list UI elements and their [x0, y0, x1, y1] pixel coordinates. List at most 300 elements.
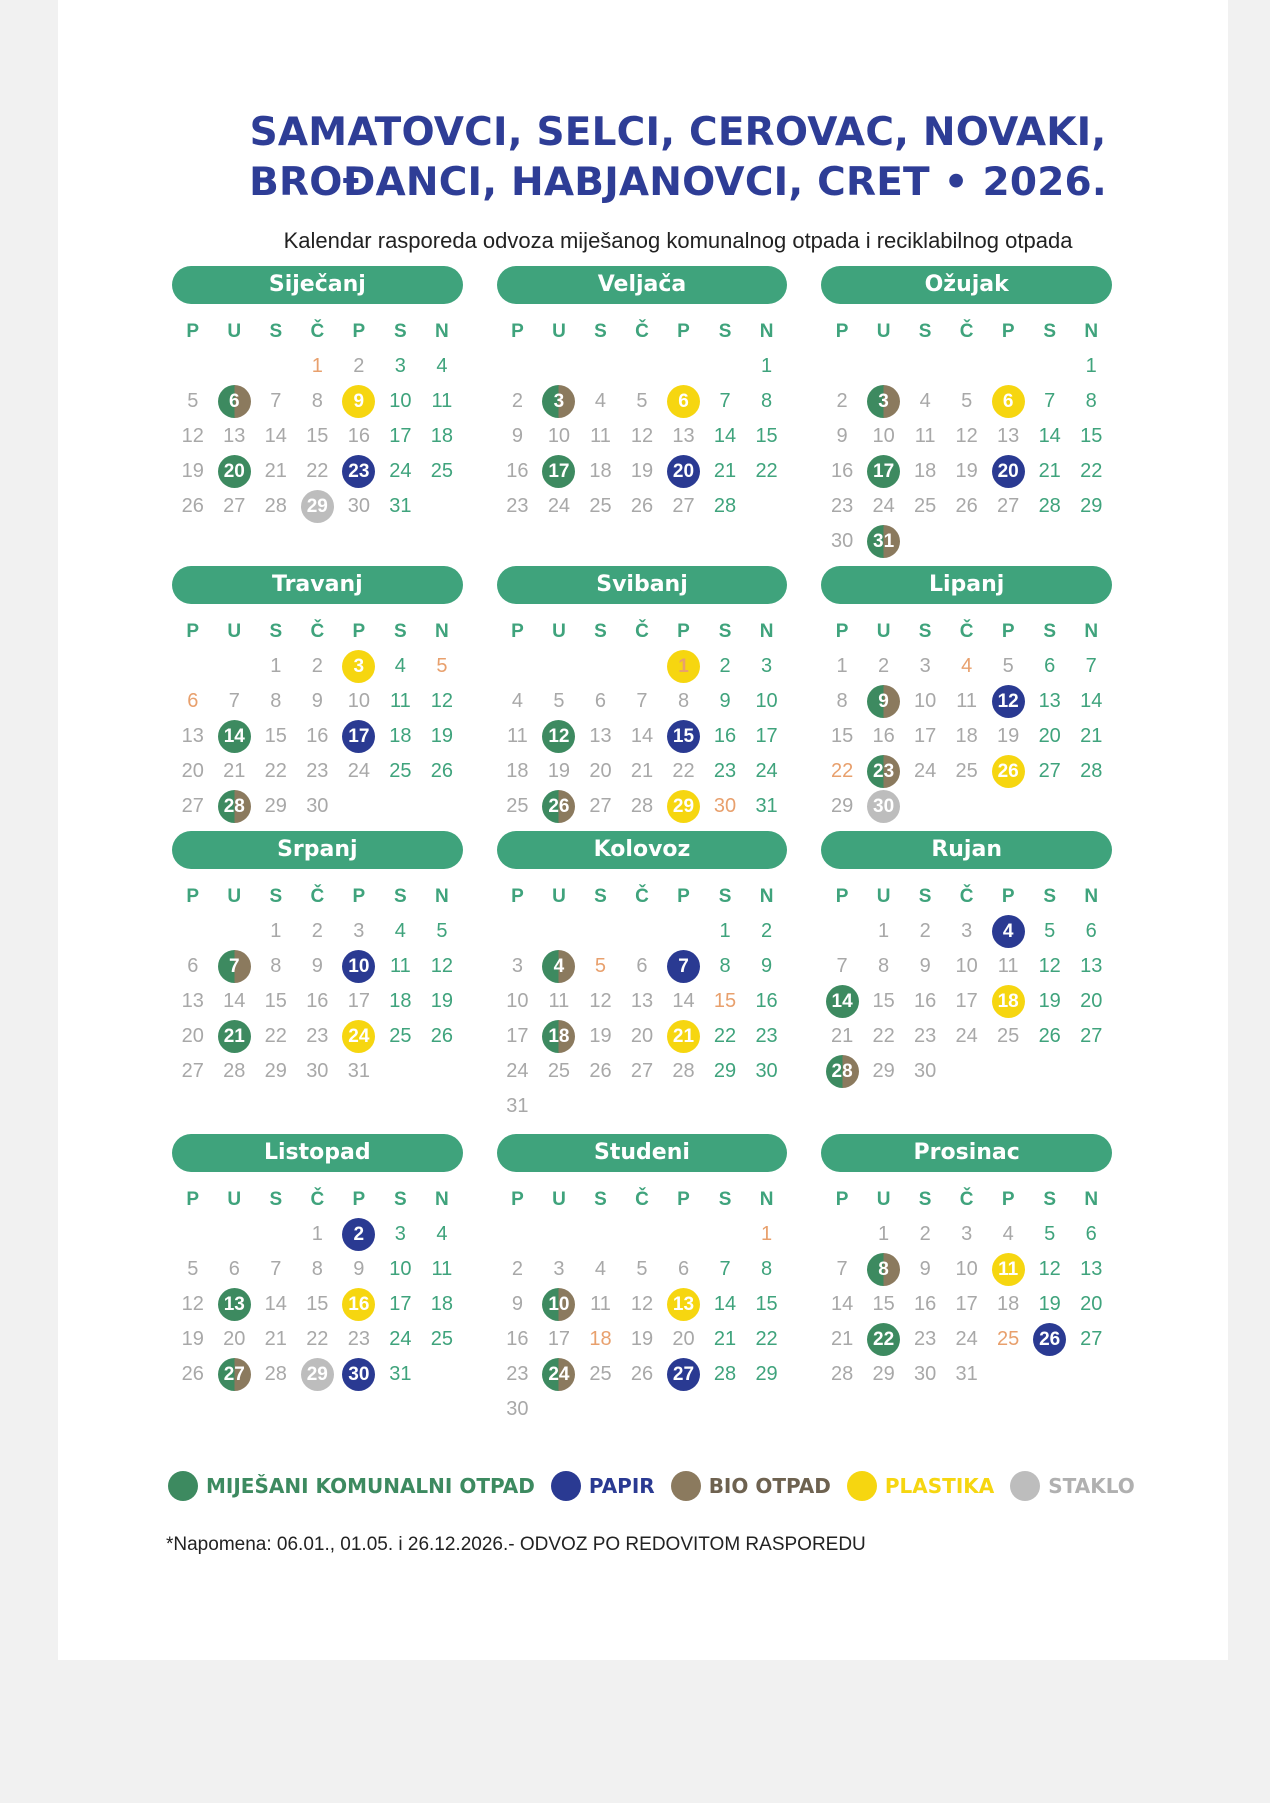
day-cell: 8	[1085, 390, 1097, 412]
empty-cell	[255, 1217, 297, 1252]
day-cell: 28	[264, 1363, 287, 1385]
legend-item	[671, 1471, 831, 1501]
weekday-header: N	[1084, 886, 1099, 907]
day-cell: 23	[306, 760, 329, 782]
day-cell: 22	[755, 460, 778, 482]
day-cell: 4	[511, 690, 523, 712]
weekday-header: P	[511, 1189, 524, 1210]
month-day-grid	[172, 1182, 463, 1392]
day-cell: 1	[1085, 355, 1097, 377]
legend-dot-icon	[671, 1471, 701, 1501]
empty-cell	[538, 349, 580, 384]
empty-cell	[214, 649, 256, 684]
pickup-marker: 18	[992, 985, 1025, 1018]
day-cell: 23	[755, 1025, 778, 1047]
weekday-header: P	[835, 321, 849, 342]
day-cell: 18	[389, 990, 412, 1012]
empty-cell	[863, 349, 905, 384]
day-cell: 15	[755, 425, 778, 447]
day-cell: 10	[347, 690, 370, 712]
day-cell	[214, 789, 256, 824]
day-cell: 22	[713, 1025, 737, 1047]
month-day-grid	[821, 614, 1112, 824]
weekday-header: P	[511, 621, 524, 642]
day-cell: 30	[347, 495, 370, 517]
day-cell: 5	[1002, 655, 1014, 677]
day-cell: 2	[511, 1258, 523, 1280]
pickup-marker: 20	[992, 455, 1025, 488]
empty-cell	[704, 1217, 746, 1252]
day-cell	[297, 1357, 339, 1392]
legend-label: BIO OTPAD	[708, 1474, 831, 1498]
weekday-header: P	[186, 1189, 200, 1210]
day-cell: 14	[264, 1293, 287, 1315]
pickup-marker: 14	[826, 985, 859, 1018]
empty-cell	[214, 914, 256, 949]
weekday-header: S	[594, 886, 607, 907]
day-cell: 14	[223, 990, 246, 1012]
day-cell	[338, 1217, 380, 1252]
day-cell	[987, 754, 1029, 789]
pickup-marker: 9	[867, 685, 900, 718]
weekday-header: P	[352, 1189, 366, 1210]
day-cell: 5	[636, 390, 648, 412]
weekday-header: U	[552, 1189, 566, 1210]
pickup-marker: 29	[667, 790, 700, 823]
day-cell: 14	[630, 725, 654, 747]
pickup-marker: 1	[667, 650, 700, 683]
day-cell: 14	[713, 1293, 737, 1315]
pickup-marker: 17	[542, 455, 575, 488]
weekday-header: S	[1043, 321, 1057, 342]
day-cell: 2	[353, 355, 365, 377]
day-cell: 19	[630, 460, 654, 482]
day-cell	[987, 914, 1029, 949]
day-cell: 19	[997, 725, 1020, 747]
empty-cell	[255, 349, 297, 384]
day-cell: 23	[347, 1328, 370, 1350]
weekday-header: U	[552, 621, 566, 642]
day-cell: 9	[311, 955, 323, 977]
day-cell: 9	[919, 955, 931, 977]
month-siječanj	[172, 262, 463, 562]
day-cell: 22	[755, 1328, 778, 1350]
day-cell	[338, 1287, 380, 1322]
day-cell: 4	[594, 1258, 607, 1280]
day-cell: 7	[836, 1258, 848, 1280]
weekday-header: S	[918, 886, 932, 907]
weekday-header: Č	[635, 621, 649, 642]
day-cell: 25	[389, 1025, 412, 1047]
day-cell: 8	[677, 690, 690, 712]
weekday-header: Č	[959, 1189, 974, 1210]
weekday-header: Č	[959, 886, 974, 907]
day-cell: 24	[389, 460, 412, 482]
weekday-header: Č	[310, 321, 325, 342]
day-cell: 14	[830, 1293, 854, 1315]
pickup-marker: 12	[992, 685, 1025, 718]
day-cell: 10	[955, 1258, 978, 1280]
day-cell: 29	[830, 795, 854, 817]
day-cell: 20	[1080, 990, 1103, 1012]
empty-cell	[497, 914, 539, 949]
pickup-marker: 6	[992, 385, 1025, 418]
day-cell: 26	[430, 1025, 453, 1047]
day-cell	[663, 949, 705, 984]
weekday-header: N	[759, 321, 774, 342]
day-cell: 22	[830, 760, 854, 782]
day-cell: 9	[836, 425, 848, 447]
day-cell: 12	[430, 690, 453, 712]
day-cell: 1	[270, 920, 282, 942]
day-cell: 2	[511, 390, 523, 412]
page-subtitle: Kalendar rasporeda odvoza miješanog komunalnog otpada i reciklabilnog otpada	[283, 228, 1073, 253]
day-cell	[663, 1019, 705, 1054]
empty-cell	[538, 1217, 580, 1252]
day-cell: 1	[719, 920, 731, 942]
day-cell: 11	[956, 690, 978, 712]
empty-cell	[214, 349, 256, 384]
day-cell: 15	[264, 725, 287, 747]
weekday-header: P	[677, 321, 690, 342]
weekday-header: S	[394, 886, 407, 907]
empty-cell	[172, 349, 214, 384]
weekday-header: P	[677, 1189, 690, 1210]
day-cell: 11	[431, 1258, 453, 1280]
day-cell: 13	[1038, 690, 1061, 712]
day-cell: 3	[919, 655, 931, 677]
day-cell: 30	[306, 795, 329, 817]
day-cell: 13	[1080, 1258, 1103, 1280]
day-cell: 7	[636, 690, 648, 712]
weekday-header: S	[394, 321, 407, 342]
day-cell: 27	[223, 495, 246, 517]
weekday-header: Č	[635, 1189, 649, 1210]
day-cell: 18	[506, 760, 529, 782]
empty-cell	[663, 1217, 705, 1252]
day-cell: 24	[955, 1328, 978, 1350]
day-cell: 3	[961, 1223, 973, 1245]
pickup-marker: 29	[301, 1358, 334, 1391]
weekday-header: P	[511, 886, 524, 907]
day-cell: 29	[872, 1060, 895, 1082]
day-cell: 25	[547, 1060, 571, 1082]
day-cell: 11	[548, 990, 570, 1012]
empty-cell	[214, 1217, 256, 1252]
day-cell: 14	[264, 425, 287, 447]
day-cell: 2	[919, 920, 931, 942]
day-cell	[663, 789, 705, 824]
day-cell	[987, 384, 1029, 419]
day-cell: 5	[961, 390, 973, 412]
day-cell: 19	[1038, 990, 1061, 1012]
title-line-1: SAMATOVCI, SELCI, CEROVAC, NOVAKI,	[249, 110, 1107, 155]
pickup-marker: 3	[342, 650, 375, 683]
month-name: Rujan	[821, 831, 1112, 869]
day-cell: 6	[187, 955, 199, 977]
day-cell: 2	[761, 920, 773, 942]
day-cell: 9	[919, 1258, 931, 1280]
day-cell: 5	[436, 655, 448, 677]
month-day-grid	[497, 879, 788, 1124]
day-cell: 10	[914, 690, 937, 712]
weekday-header: P	[1001, 1189, 1015, 1210]
day-cell: 29	[755, 1363, 778, 1385]
pickup-marker: 17	[867, 455, 900, 488]
day-cell: 13	[223, 425, 246, 447]
day-cell: 19	[955, 460, 978, 482]
pickup-marker: 16	[342, 1288, 375, 1321]
day-cell	[538, 1019, 580, 1054]
day-cell: 17	[955, 990, 978, 1012]
weekday-header: P	[1001, 321, 1015, 342]
day-cell: 11	[997, 955, 1019, 977]
weekday-header: S	[918, 621, 932, 642]
weekday-header: S	[718, 621, 732, 642]
day-cell	[663, 719, 705, 754]
day-cell: 12	[430, 955, 453, 977]
month-srpanj	[172, 827, 463, 1130]
month-name: Travanj	[172, 566, 463, 604]
pickup-marker: 4	[992, 915, 1025, 948]
weekday-header: N	[435, 621, 449, 642]
weekday-header: U	[227, 1189, 242, 1210]
weekday-header: N	[759, 886, 774, 907]
day-cell: 6	[1085, 920, 1097, 942]
day-cell: 12	[181, 425, 204, 447]
weekday-header: N	[1084, 621, 1099, 642]
day-cell: 17	[389, 425, 412, 447]
day-cell: 3	[353, 920, 365, 942]
day-cell: 15	[830, 725, 854, 747]
day-cell	[338, 1357, 380, 1392]
pickup-marker: 7	[667, 950, 700, 983]
day-cell: 11	[590, 1293, 611, 1315]
day-cell: 22	[264, 1025, 287, 1047]
day-cell: 7	[719, 1258, 731, 1280]
month-name: Prosinac	[821, 1134, 1112, 1172]
day-cell: 18	[430, 1293, 453, 1315]
day-cell: 24	[872, 495, 895, 517]
weekday-header: P	[186, 621, 200, 642]
weekday-header: Č	[310, 1189, 325, 1210]
day-cell: 12	[630, 1293, 654, 1315]
month-day-grid	[497, 614, 788, 824]
month-day-grid	[821, 1182, 1112, 1392]
legend-item	[1010, 1471, 1135, 1501]
day-cell: 3	[761, 655, 773, 677]
empty-cell	[663, 914, 705, 949]
pickup-marker: 4	[542, 950, 575, 983]
day-cell: 20	[672, 1328, 695, 1350]
day-cell: 8	[311, 1258, 323, 1280]
day-cell: 1	[761, 355, 773, 377]
day-cell	[987, 984, 1029, 1019]
day-cell: 29	[1080, 495, 1103, 517]
day-cell: 14	[1080, 690, 1103, 712]
day-cell: 8	[270, 690, 282, 712]
day-cell: 10	[872, 425, 895, 447]
empty-cell	[946, 349, 988, 384]
day-cell: 3	[961, 920, 973, 942]
day-cell: 31	[506, 1095, 529, 1117]
day-cell: 18	[589, 1328, 612, 1350]
weekday-header: P	[835, 1189, 849, 1210]
day-cell: 4	[1002, 1223, 1014, 1245]
day-cell	[987, 454, 1029, 489]
day-cell: 1	[878, 1223, 890, 1245]
day-cell: 20	[181, 1025, 204, 1047]
month-name: Srpanj	[172, 831, 463, 869]
month-day-grid	[821, 314, 1112, 559]
empty-cell	[904, 349, 946, 384]
day-cell: 9	[761, 955, 773, 977]
day-cell: 22	[1080, 460, 1103, 482]
day-cell: 25	[997, 1025, 1020, 1047]
weekday-header: S	[718, 886, 732, 907]
day-cell: 25	[914, 495, 937, 517]
day-cell	[863, 754, 905, 789]
empty-cell	[580, 349, 622, 384]
day-cell: 11	[507, 725, 528, 747]
pickup-marker: 18	[542, 1020, 575, 1053]
day-cell: 31	[755, 795, 778, 817]
day-cell	[663, 1287, 705, 1322]
month-day-grid	[172, 614, 463, 824]
weekday-header: S	[269, 886, 283, 907]
day-cell	[663, 1357, 705, 1392]
weekday-header: P	[677, 886, 690, 907]
day-cell: 20	[589, 760, 612, 782]
month-name: Studeni	[497, 1134, 788, 1172]
pickup-marker: 8	[867, 1253, 900, 1286]
day-cell: 26	[430, 760, 453, 782]
pickup-marker: 10	[542, 1288, 575, 1321]
day-cell: 13	[181, 725, 204, 747]
day-cell	[821, 984, 863, 1019]
day-cell: 2	[919, 1223, 931, 1245]
day-cell	[214, 384, 256, 419]
empty-cell	[497, 349, 539, 384]
day-cell: 28	[713, 1363, 737, 1385]
month-studeni	[497, 1130, 788, 1438]
pickup-marker: 28	[826, 1055, 859, 1088]
day-cell: 7	[1085, 655, 1097, 677]
day-cell: 29	[713, 1060, 737, 1082]
day-cell: 25	[955, 760, 978, 782]
day-cell	[538, 384, 580, 419]
day-cell: 13	[181, 990, 204, 1012]
day-cell: 18	[914, 460, 937, 482]
day-cell	[538, 949, 580, 984]
weekday-header: U	[876, 1189, 891, 1210]
day-cell: 5	[1044, 1223, 1056, 1245]
day-cell: 2	[311, 920, 323, 942]
day-cell: 10	[755, 690, 778, 712]
pickup-marker: 6	[218, 385, 251, 418]
weekday-header: P	[352, 886, 366, 907]
day-cell: 2	[878, 655, 890, 677]
day-cell: 25	[506, 795, 529, 817]
day-cell: 4	[394, 920, 406, 942]
empty-cell	[621, 349, 663, 384]
weekday-header: N	[1084, 321, 1099, 342]
month-day-grid	[172, 879, 463, 1089]
day-cell: 24	[347, 760, 370, 782]
day-cell	[338, 1019, 380, 1054]
day-cell: 20	[181, 760, 204, 782]
day-cell: 5	[1044, 920, 1056, 942]
day-cell: 1	[311, 1223, 323, 1245]
empty-cell	[621, 1217, 663, 1252]
day-cell: 8	[836, 690, 848, 712]
weekday-header: P	[835, 621, 849, 642]
day-cell: 15	[306, 425, 329, 447]
pickup-marker: 7	[218, 950, 251, 983]
day-cell: 27	[1038, 760, 1061, 782]
day-cell: 21	[264, 460, 287, 482]
day-cell: 23	[914, 1025, 937, 1047]
empty-cell	[821, 914, 863, 949]
day-cell: 30	[755, 1060, 778, 1082]
day-cell: 16	[306, 725, 329, 747]
day-cell: 3	[394, 1223, 406, 1245]
day-cell: 12	[181, 1293, 204, 1315]
day-cell: 8	[311, 390, 323, 412]
weekday-header: S	[594, 1189, 607, 1210]
month-kolovoz	[497, 827, 788, 1130]
weekday-header: P	[1001, 621, 1015, 642]
empty-cell	[1029, 349, 1071, 384]
weekday-header: U	[227, 321, 242, 342]
day-cell: 4	[394, 655, 406, 677]
pickup-marker: 3	[867, 385, 900, 418]
pickup-marker: 30	[342, 1358, 375, 1391]
weekday-header: Č	[310, 886, 325, 907]
day-cell: 26	[630, 1363, 654, 1385]
day-cell: 18	[955, 725, 978, 747]
day-cell: 10	[389, 390, 412, 412]
month-day-grid	[172, 314, 463, 524]
day-cell	[538, 1357, 580, 1392]
day-cell	[863, 384, 905, 419]
day-cell: 23	[506, 1363, 529, 1385]
day-cell: 31	[389, 1363, 412, 1385]
day-cell: 26	[181, 495, 204, 517]
day-cell: 2	[311, 655, 323, 677]
weekday-header: S	[594, 321, 607, 342]
month-name: Veljača	[497, 266, 788, 304]
legend-dot-icon	[847, 1471, 877, 1501]
day-cell: 21	[264, 1328, 287, 1350]
month-prosinac	[821, 1130, 1112, 1438]
weekday-header: U	[552, 321, 566, 342]
day-cell: 20	[1038, 725, 1061, 747]
month-day-grid	[821, 879, 1112, 1089]
day-cell: 25	[389, 760, 412, 782]
day-cell: 7	[270, 1258, 282, 1280]
pickup-marker: 2	[342, 1218, 375, 1251]
day-cell: 13	[630, 990, 654, 1012]
month-day-grid	[497, 1182, 788, 1427]
day-cell: 30	[306, 1060, 329, 1082]
day-cell: 11	[914, 425, 936, 447]
day-cell: 27	[181, 795, 204, 817]
weekday-header: U	[552, 886, 566, 907]
pickup-marker: 13	[218, 1288, 251, 1321]
pickup-marker: 23	[867, 755, 900, 788]
pickup-marker: 3	[542, 385, 575, 418]
